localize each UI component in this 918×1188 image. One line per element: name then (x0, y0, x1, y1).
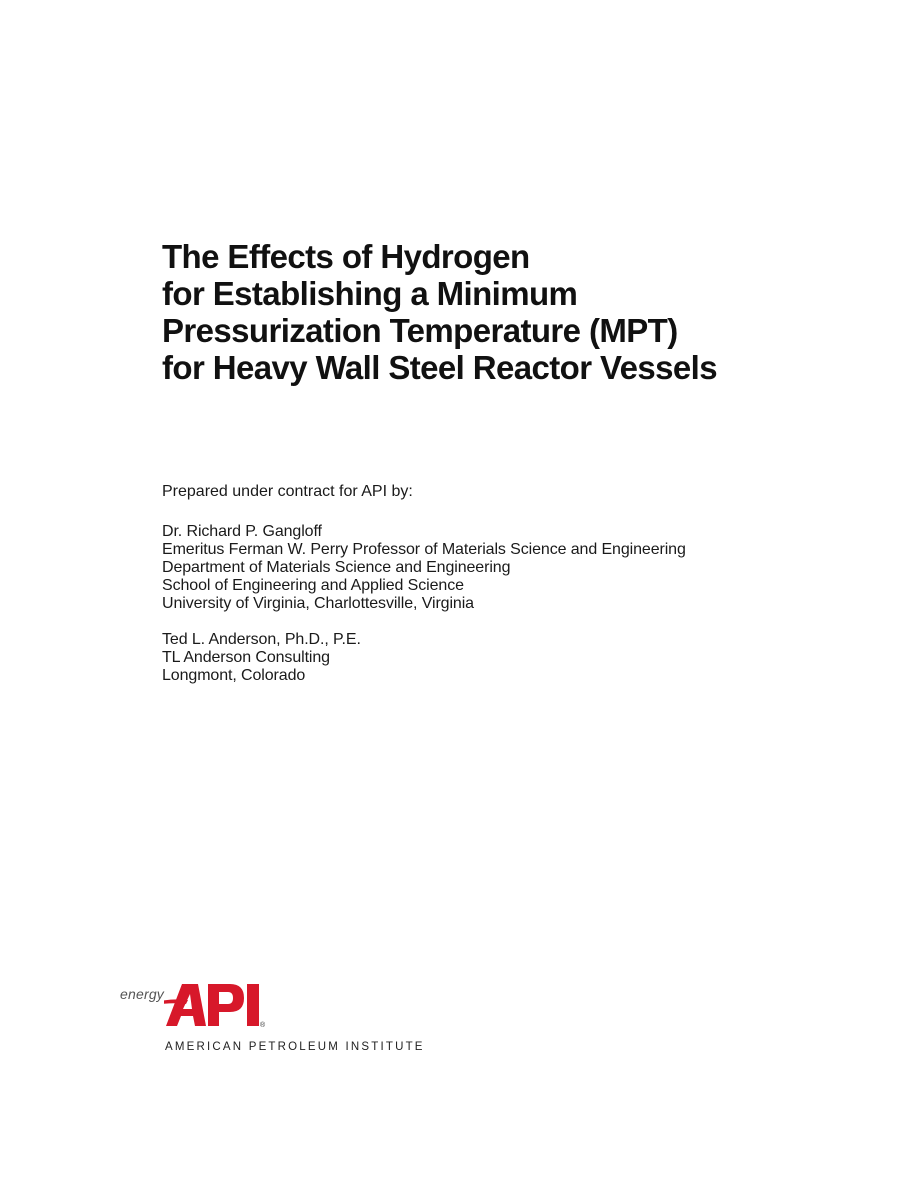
author-affiliation-line: University of Virginia, Charlottesville, Virginia (162, 595, 474, 612)
author-affiliation-line: School of Engineering and Applied Science (162, 577, 464, 594)
title-line: Pressurization Temperature (MPT) (162, 312, 678, 349)
author-affiliation-line: Department of Materials Science and Engineering (162, 559, 511, 576)
author-affiliation-line: TL Anderson Consulting (162, 649, 330, 666)
author-name: Dr. Richard P. Gangloff (162, 523, 322, 540)
logo-letter-a (166, 984, 206, 1026)
prepared-by-text: Prepared under contract for API by: (162, 483, 413, 500)
title-line: The Effects of Hydrogen (162, 238, 530, 275)
author-affiliation-line: Longmont, Colorado (162, 667, 306, 684)
logo-letter-p (208, 984, 244, 1026)
author-name: Ted L. Anderson, Ph.D., P.E. (162, 631, 361, 648)
api-logo-mark-icon (164, 980, 268, 1030)
logo-caption: AMERICAN PETROLEUM INSTITUTE (165, 1041, 425, 1053)
logo-energy-text: energy (120, 986, 165, 1002)
author-block-gangloff (162, 523, 862, 613)
author-block-anderson (162, 631, 862, 685)
title-line: for Establishing a Minimum (162, 275, 578, 312)
title-line: for Heavy Wall Steel Reactor Vessels (162, 349, 717, 386)
document-title (162, 238, 862, 386)
logo-letter-i (247, 984, 259, 1026)
registered-mark: ® (260, 1022, 266, 1029)
api-logo (118, 978, 438, 1058)
author-affiliation-line: Emeritus Ferman W. Perry Professor of Materials Science and Engineering (162, 541, 686, 558)
